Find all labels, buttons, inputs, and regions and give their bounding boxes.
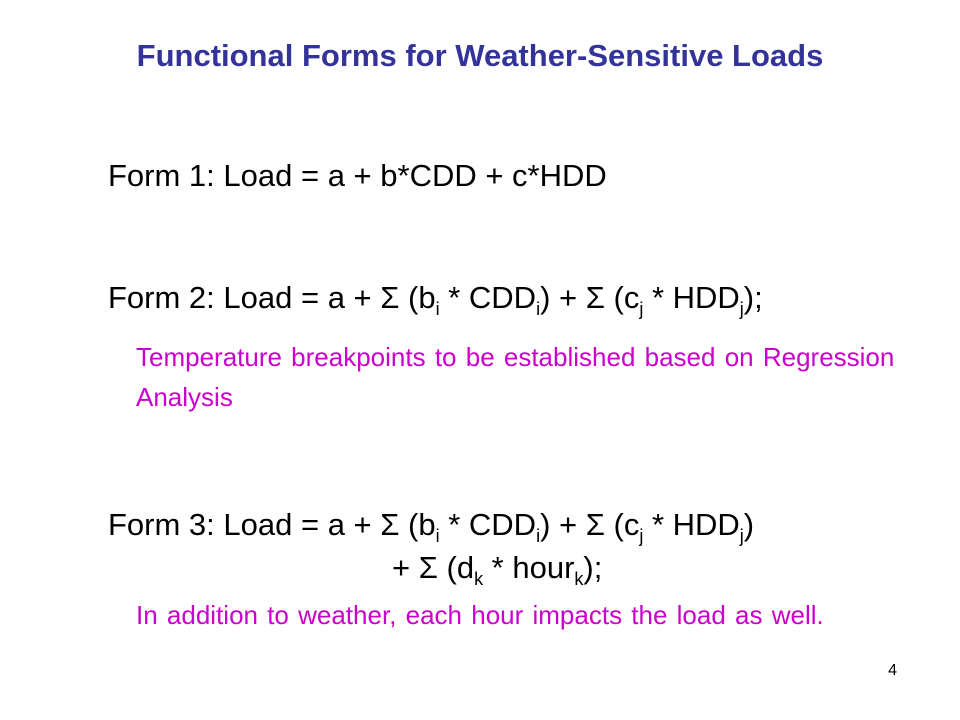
form-3-subscript: j — [739, 526, 744, 546]
slide-title: Functional Forms for Weather-Sensitive Loads — [136, 38, 824, 73]
form-3-formula — [108, 507, 755, 546]
form-3-subscript: k — [574, 569, 584, 589]
form-2-part: Form 2: Load = a + Σ (b — [108, 280, 436, 315]
form-3-part: * hour — [483, 550, 575, 585]
form-2-subscript: i — [536, 299, 541, 319]
form-3-part: + Σ (d — [392, 550, 475, 585]
form-3-subscript: j — [639, 526, 644, 546]
form-3-part: ) — [743, 507, 755, 542]
page-number: 4 — [888, 662, 897, 679]
form-2-subscript: j — [739, 299, 744, 319]
form-3-note: In addition to weather, each hour impacts the load as well. — [136, 600, 824, 630]
form-2-subscript: i — [435, 299, 440, 319]
form-1-formula: Form 1: Load = a + b*CDD + c*HDD — [108, 158, 607, 193]
form-3-part: Form 3: Load = a + Σ (b — [108, 507, 436, 542]
form-3-subscript: k — [474, 569, 484, 589]
form-2-part: ) + Σ (c — [540, 280, 640, 315]
form-2-formula — [108, 280, 763, 319]
form-2-subscript: j — [639, 299, 644, 319]
form-2-part: * CDD — [439, 280, 537, 315]
form-3-part: * CDD — [439, 507, 537, 542]
form-2-note: Temperature breakpoints to be established based on Regression Analysis — [136, 342, 895, 412]
form-3-part: ); — [583, 550, 603, 585]
form-3-subscript: i — [435, 526, 440, 546]
form-2-part: ); — [743, 280, 763, 315]
form-2-part: * HDD — [643, 280, 740, 315]
form-3-subscript: i — [536, 526, 541, 546]
form-3-part: * HDD — [643, 507, 740, 542]
form-3-part: ) + Σ (c — [540, 507, 640, 542]
form-3-formula-line-2 — [392, 550, 603, 589]
